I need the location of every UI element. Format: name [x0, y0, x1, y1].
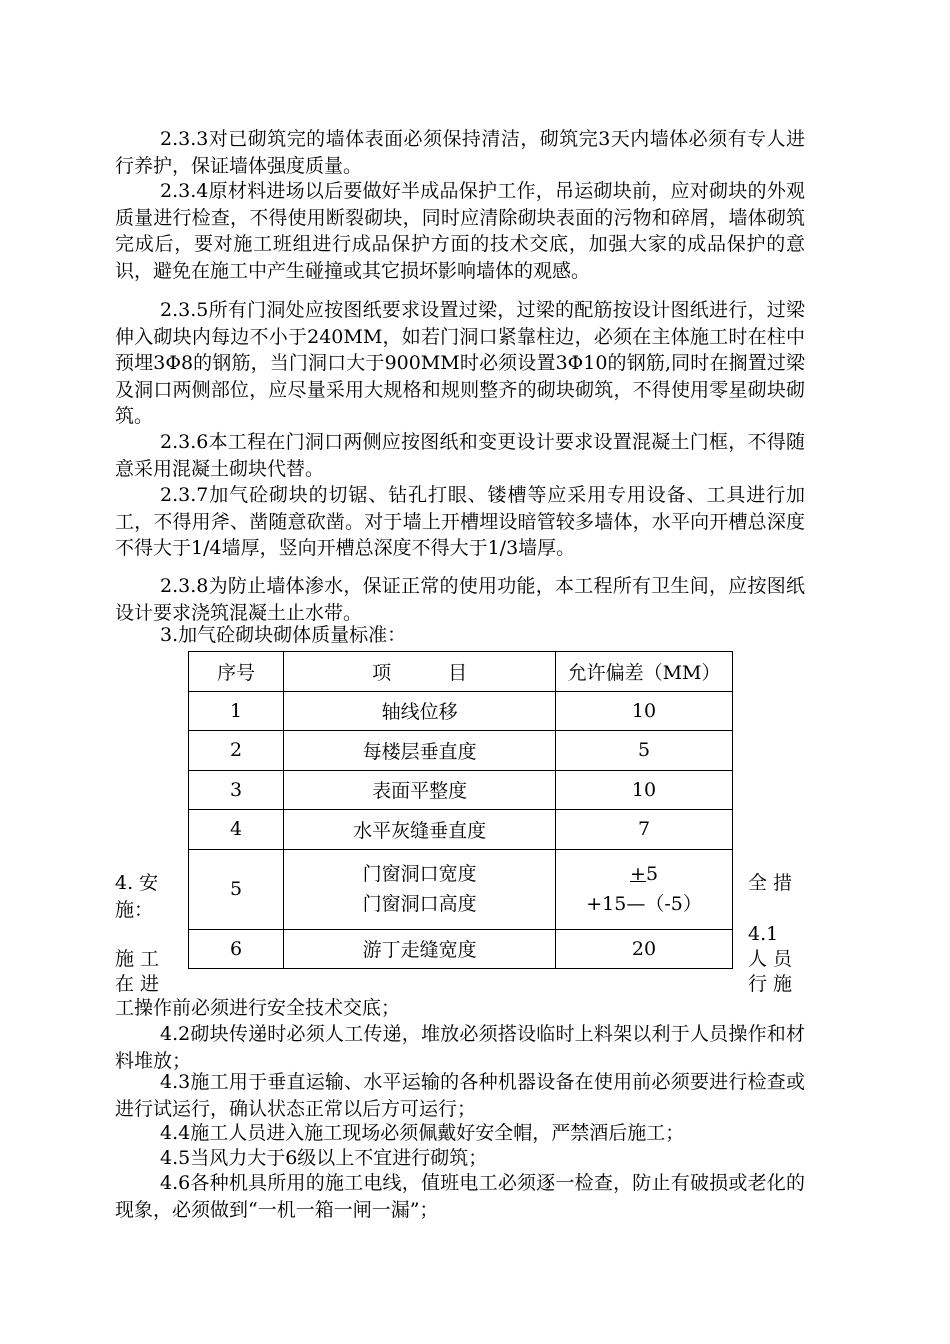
- row-item: 每楼层垂直度: [284, 731, 556, 771]
- table-header-row: [189, 652, 733, 692]
- row-no: 6: [189, 929, 284, 969]
- row-item-height: 门窗洞口高度: [362, 893, 477, 915]
- side-right-2: 4.1: [748, 923, 779, 945]
- row-deviation-width: [556, 859, 732, 889]
- side-right-4: 行 施: [748, 973, 793, 995]
- row-deviation: 10: [556, 691, 733, 731]
- paragraph-2-3-5: 2.3.5所有门洞处应按图纸要求设置过梁，过梁的配筋按设计图纸进行，过梁伸入砌块内每边不小于240MM，如若门洞口紧靠柱边，必须在主体施工时在柱中预埋3Φ8的钢筋，当门洞口大于900MM时必须设置3Φ10的钢筋,同时在搁置过梁及洞口两侧部位，应尽量采用大规格和规则整齐的砌块砌筑，不得使用零星砌块砌筑。: [115, 299, 805, 427]
- side-right-1: 全 措: [748, 872, 793, 894]
- paragraph-2-3-6: 2.3.6本工程在门洞口两侧应按图纸和变更设计要求设置混凝土门框，不得随意采用混凝土砌块代替。: [115, 431, 805, 480]
- table-row: [189, 810, 733, 850]
- row-no: 3: [189, 770, 284, 810]
- row-no: 2: [189, 731, 284, 771]
- side-left-2: 施：: [115, 899, 154, 921]
- paragraph-4-4: 4.4施工人员进入施工现场必须佩戴好安全帽，严禁酒后施工；: [160, 1122, 685, 1144]
- paragraph-4-3: 4.3施工用于垂直运输、水平运输的各种机器设备在使用前必须要进行检查或进行试运行，确认状态正常以后方可运行；: [115, 1071, 805, 1120]
- table-row: [189, 929, 733, 969]
- paragraph-4-1-cont: 工操作前必须进行安全技术交底；: [115, 997, 401, 1019]
- row-deviation: 20: [556, 929, 733, 969]
- row-deviation-height: +15—（-5）: [586, 893, 702, 915]
- row-item: 轴线位移: [284, 691, 556, 731]
- table-row: [189, 691, 733, 731]
- table-row: [189, 770, 733, 810]
- paragraph-2-3-4: 2.3.4原材料进场以后要做好半成品保护工作，吊运砌块前，应对砌块的外观质量进行检查，不得使用断裂砌块，同时应清除砌块表面的污物和碎屑，墙体砌筑完成后，要对施工班组进行成品保护方面的技术交底，加强大家的成品保护的意识，避免在施工中产生碰撞或其它损坏影响墙体的观感。: [115, 180, 805, 282]
- row-deviation-width-value: 5: [645, 863, 659, 885]
- paragraph-4-2: 4.2砌块传递时必须人工传递，堆放必须搭设临时上料架以利于人员操作和材料堆放；: [115, 1023, 805, 1072]
- row-no: 4: [189, 810, 284, 850]
- row-item: 游丁走缝宽度: [284, 929, 556, 969]
- row-deviation: 5: [556, 731, 733, 771]
- paragraph-2-3-8: 2.3.8为防止墙体渗水，保证正常的使用功能，本工程所有卫生间，应按图纸设计要求浇筑混凝土止水带。: [115, 575, 805, 624]
- section-3-heading: 3.加气砼砌块砌体质量标准：: [160, 624, 407, 646]
- paragraph-2-3-7: 2.3.7加气砼砌块的切锯、钻孔打眼、镂槽等应采用专用设备、工具进行加工，不得用斧、凿随意砍凿。对于墙上开槽埋设暗管较多墙体，水平向开槽总深度不得大于1/4墙厚，竖向开槽总深度不得大于1/3墙厚。: [115, 484, 805, 559]
- row-deviation: 10: [556, 770, 733, 810]
- header-no: 序号: [189, 652, 284, 692]
- side-left-3: 施 工: [115, 948, 160, 970]
- row-item-width: 门窗洞口宽度: [362, 863, 477, 885]
- row-deviation: 7: [556, 810, 733, 850]
- side-left-4: 在 进: [115, 973, 160, 995]
- paragraph-4-6: 4.6各种机具所用的施工电线，值班电工必须逐一检查，防止有破损或老化的现象，必须做到“一机一箱一闸一漏”；: [115, 1172, 805, 1221]
- row-no: 1: [189, 691, 284, 731]
- table-row: [189, 731, 733, 771]
- row-no: 5: [189, 849, 284, 929]
- row-item: 水平灰缝垂直度: [284, 810, 556, 850]
- header-deviation: 允许偏差（MM）: [556, 652, 733, 692]
- row-item-pair: [284, 849, 556, 929]
- side-right-3: 人 员: [748, 948, 793, 970]
- table-row-5: [189, 849, 733, 929]
- plus-minus-sign: +: [630, 863, 646, 885]
- row-item: 表面平整度: [284, 770, 556, 810]
- side-left-1: 4. 安: [115, 872, 159, 894]
- paragraph-4-5: 4.5当风力大于6级以上不宜进行砌筑；: [160, 1147, 488, 1169]
- quality-standard-table: [188, 651, 733, 969]
- header-item: 项 目: [284, 652, 556, 692]
- row-deviation-pair: [556, 849, 733, 929]
- paragraph-2-3-3: 2.3.3对已砌筑完的墙体表面必须保持清洁，砌筑完3天内墙体必须有专人进行养护，保证墙体强度质量。: [115, 128, 805, 177]
